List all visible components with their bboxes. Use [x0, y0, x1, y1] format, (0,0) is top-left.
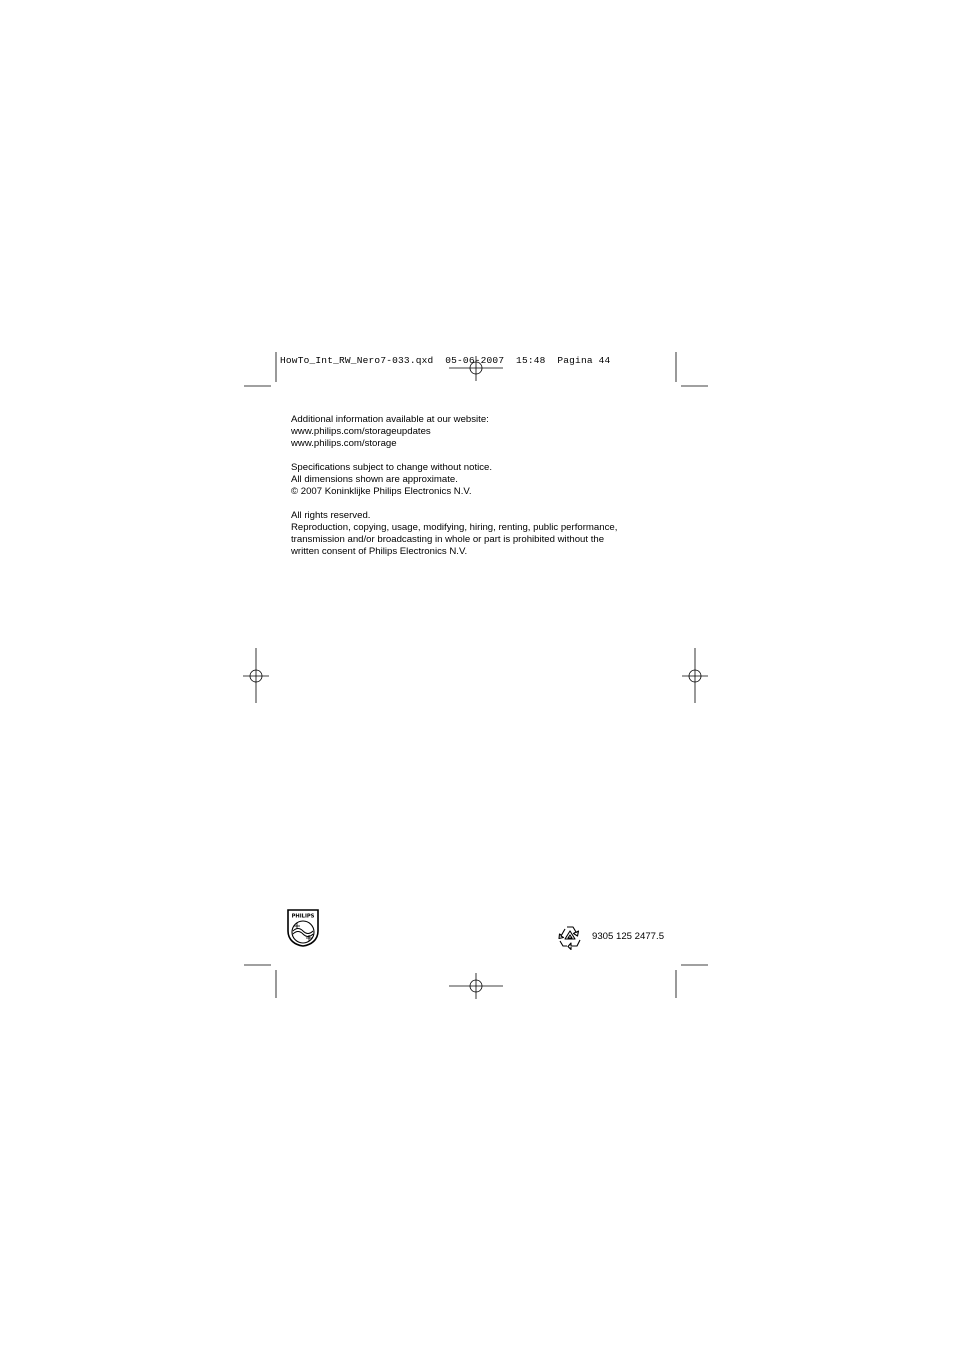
file-slug-line: HowTo_Int_RW_Nero7-033.qxd 05-06-2007 15:48 Pagina 44	[280, 355, 611, 366]
notice-copyright: © 2007 Koninklijke Philips Electronics N.V.	[291, 486, 472, 497]
product-code: 9305 125 2477.5	[592, 931, 665, 942]
website-url-storageupdates: www.philips.com/storageupdates	[291, 426, 431, 437]
rights-reproduction-line2: transmission and/or broadcasting in whole or part is prohibited without the	[291, 534, 605, 545]
website-intro: Additional information available at our website:	[291, 414, 489, 425]
website-url-storage: www.philips.com/storage	[291, 438, 397, 449]
rights-reproduction-line1: Reproduction, copying, usage, modifying, hiring, renting, public performance,	[291, 522, 618, 533]
philips-shield-icon	[287, 909, 319, 947]
rights-reproduction-line3: written consent of Philips Electronics N.V.	[291, 546, 468, 557]
notice-dimensions: All dimensions shown are approximate.	[291, 474, 458, 485]
back-cover-text	[291, 414, 631, 558]
notice-specifications: Specifications subject to change without notice.	[291, 462, 493, 473]
rights-reserved: All rights reserved.	[291, 510, 371, 521]
svg-text:PHILIPS: PHILIPS	[291, 913, 315, 920]
recycle-icon	[556, 924, 584, 950]
